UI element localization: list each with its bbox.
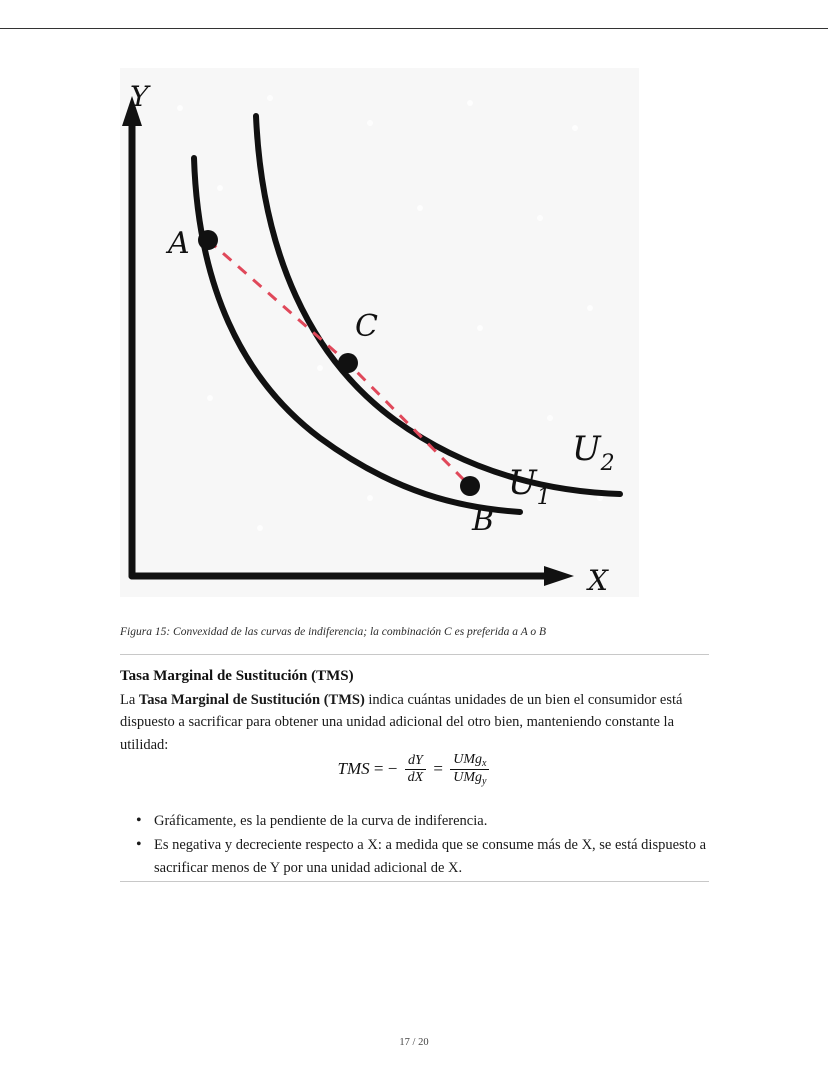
paragraph-bold-term: Tasa Marginal de Sustitución (TMS) (138, 692, 365, 708)
point-c-label: C (355, 309, 378, 344)
list-item: • Es negativa y decreciente respecto a X: a medida que se consume más de X, se está dispuesto a sacrificar menos de Y por una unidad adicional de X. (120, 834, 710, 879)
paragraph-pre: La (120, 692, 139, 708)
formula-fraction-umg (450, 752, 489, 788)
formula-lhs: TMS (337, 759, 370, 779)
point-a-marker (198, 230, 218, 250)
page-top-rule (0, 28, 828, 29)
formula-frac2-num-sub: x (482, 757, 487, 769)
formula-frac2-num-text: UMg (453, 752, 482, 767)
point-b-marker (460, 476, 480, 496)
figure-indifference-curves (120, 68, 639, 597)
axis-x-label: X (588, 564, 608, 597)
formula-equals-2: = (433, 759, 443, 779)
point-b-label: B (472, 503, 495, 538)
section-paragraph (120, 689, 710, 756)
formula-minus: − (387, 759, 398, 779)
formula-frac1-denominator: dX (405, 769, 427, 787)
point-a-label: A (168, 226, 190, 261)
formula-frac2-den-text: UMg (453, 770, 482, 786)
formula-equals-1: = (373, 759, 384, 779)
paragraph-post: indica cuántas unidades de un bien el consumidor está dispuesto a sacrificar para obtener una unidad adicional del otro bien, manteniendo constante la utilidad: (120, 692, 683, 753)
section-heading: Tasa Marginal de Sustitución (TMS) (120, 668, 354, 684)
formula-tms (120, 752, 710, 788)
formula-fraction-dy-dx (405, 753, 427, 787)
formula-frac1-numerator: dY (407, 753, 423, 769)
axis-y-label: Y (130, 80, 149, 113)
tms-bullet-list (120, 810, 710, 881)
formula-frac2-numerator (450, 752, 489, 769)
page-indicator: 17 / 20 (399, 1037, 429, 1048)
figure-caption: Figura 15: Convexidad de las curvas de indiferencia; la combinación C es preferida a A o B (120, 626, 547, 638)
curve-u2-label: $U_2$ (572, 429, 615, 476)
formula-frac2-denominator (450, 769, 489, 788)
formula-frac2-den-sub: y (482, 776, 487, 788)
section-rule-top (120, 654, 709, 655)
point-c-marker (338, 353, 358, 373)
section-rule-bottom (120, 881, 709, 882)
curve-u1-label: $U_1$ (508, 463, 551, 510)
list-item: • Gráficamente, es la pendiente de la curva de indiferencia. (120, 810, 710, 832)
